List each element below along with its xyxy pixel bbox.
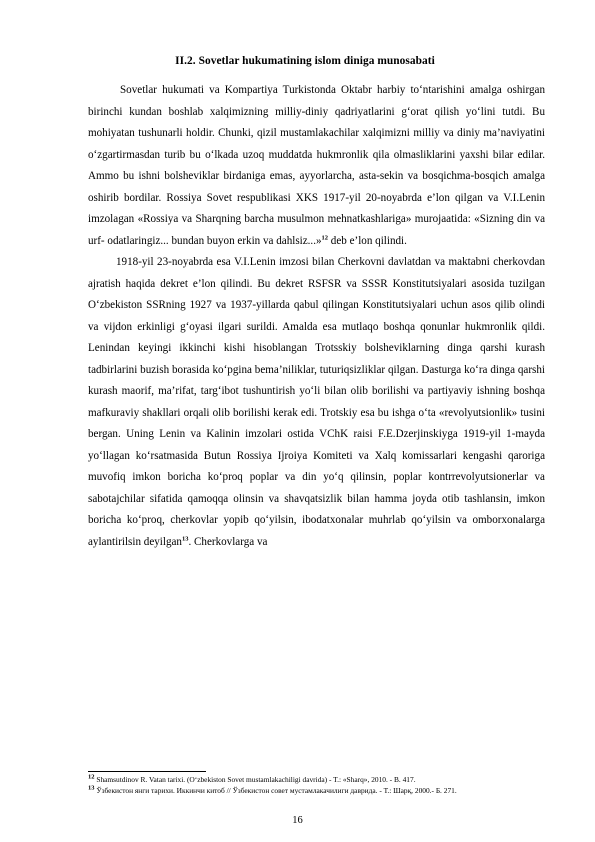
footnote-divider	[88, 771, 206, 772]
footnote-text: Ўзбекистон янги тарихи. Иккинчи китоб // Ўзбекистон совет мустамлакачилиги даврида. - Т.: Шарқ, 2000.- Б. 271.	[94, 786, 457, 795]
footnote	[88, 775, 548, 786]
footnote	[88, 786, 548, 797]
section-heading: II.2. Sovetlar hukumatining islom diniga munosabati	[175, 55, 435, 67]
paragraph-tail: . Cherkovlarga va	[188, 535, 268, 548]
footnote-number: 13	[88, 784, 95, 792]
paragraph	[88, 80, 545, 252]
page-number: 16	[292, 815, 303, 826]
footnote-number: 12	[88, 773, 95, 781]
paragraph	[88, 252, 545, 553]
paragraph-tail: deb e’lon qilindi.	[328, 234, 407, 247]
footnote-text: Shamsutdinov R. Vatan tarixi. (O‘zbekiston Sovet mustamlakachiligi davrida) - T.: «Sharq», 2010. - B. 417.	[94, 775, 416, 784]
footnote-ref[interactable]: 13	[181, 534, 189, 542]
footnote-ref[interactable]: 12	[321, 233, 329, 241]
paragraph-text: Sovetlar hukumati va Kompartiya Turkistonda Oktabr harbiy to‘ntarishini amalga oshirgan birinchi kundan boshlab xalqimizning milliy-diniy qadriyatlarini g‘orat qilish yo‘lini tutdi. Bu mohiyatan tushunarli holdir. Chunki, qizil mustamlakachilar xalqimizni milliy va diniy ma’naviyatini o‘zgartirmasdan turib bu o‘lkada uzoq muddatda hukmronlik qila olmasliklarini yaxshi bilar edilar. Ammo bu ishni bolsheviklar birdaniga emas, ayyorlarcha, asta-sekin va bosqichma-bosqich amalga oshirib bordilar. Rossiya Sovet respublikasi XKS 1917-yil 20-noyabrda e’lon qilgan va V.I.Lenin imzolagan «Rossiya va Sharqning barcha musulmon mehnatkashlariga» murojaatida: «Sizning din va urf- odatlaringiz... bundan buyon erkin va dahlsiz...»	[88, 84, 545, 247]
body-text	[88, 80, 545, 553]
paragraph-text: 1918-yil 23-noyabrda esa V.I.Lenin imzosi bilan Cherkovni davlatdan va maktabni cherkovdan ajratish haqida dekret e’lon qilindi. Bu dekret RSFSR va SSSR Konstitutsiyalari asosida tuzilgan O‘zbekiston SSRning 1927 va 1937-yillarda qabul qilingan Konstitutsiyalari uchun asos qilib olindi va vijdon erkinligi g‘oyasi ilgari surildi. Amalda esa mutlaqo boshqa qonunlar hukmronlik qildi. Lenindan keyingi ikkinchi kishi hisoblangan Trotsskiy bolsheviklarning dinga qarshi kurash tadbirlarini buzish borasida ko‘pgina bema’niliklar, tuturiqsizliklar qilgan. Dasturga ko‘ra dinga qarshi kurash maorif, ma’rifat, targ‘ibot tushuntirish yo‘li bilan olib borilishi va partiyaviy ishning boshqa mafkuraviy shakllari orqali olib borilishi kerak edi. Trotskiy esa bu ishga o‘ta «revolyutsionlik» tusini bergan. Uning Lenin va Kalinin imzolari ostida VChK raisi F.E.Dzerjinskiyga 1919-yil 1-mayda yo‘llagan ko‘rsatmasida Butun Rossiya Ijroiya Komiteti va Xalq komissarlari kengashi qaroriga muvofiq imkon boricha ko‘proq poplar va din yo‘q qilinsin, poplar kontrrevolyutsionerlar va sabotajchilar sifatida qamoqqa olinsin va shavqatsizlik bilan hamma joyda otib tashlansin, imkon boricha ko‘proq, cherkovlar yopib qo‘yilsin, ibodatxonalar muhrlab qo‘yilsin va omborxonalarga aylantirilsin deyilgan	[88, 256, 545, 548]
